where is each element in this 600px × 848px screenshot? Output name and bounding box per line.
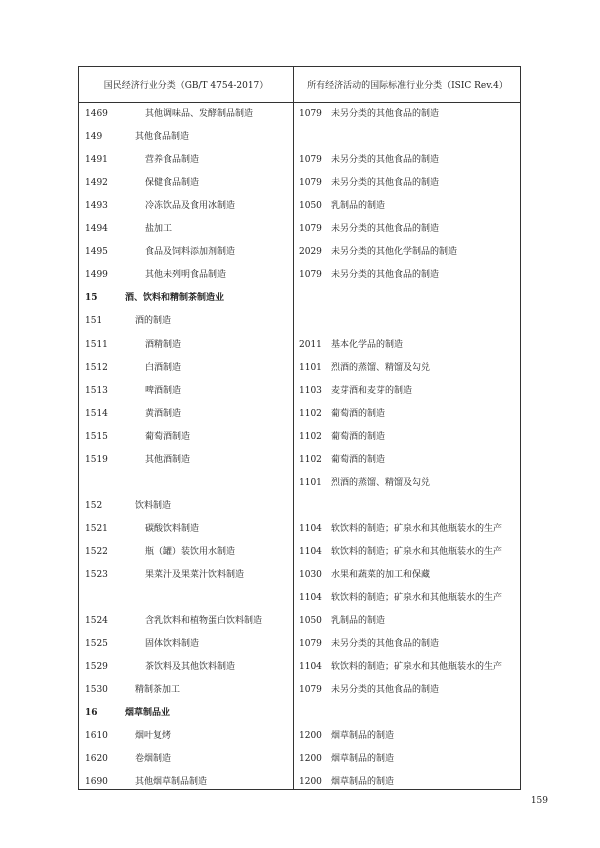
- row-name: 其他调味品、发酵制品制造: [145, 109, 254, 119]
- table-row: [79, 402, 520, 425]
- row-isic-code: 1079: [299, 270, 322, 281]
- row-name: 食品及饲料添加剂制造: [145, 247, 236, 258]
- row-code: 1524: [85, 616, 108, 627]
- row-isic-name: 烈酒的蒸馏、精馏及勾兑: [331, 362, 431, 373]
- table-row: [79, 356, 520, 379]
- row-isic-name: 麦芽酒和麦芽的制造: [331, 385, 413, 396]
- table-row: [79, 379, 520, 402]
- row-code: 1529: [85, 662, 108, 673]
- row-isic-code: 1079: [299, 109, 322, 119]
- row-isic-code: 1050: [299, 616, 322, 627]
- row-code: 1690: [85, 777, 108, 788]
- table-row: [79, 747, 520, 770]
- row-name: 营养食品制造: [145, 155, 200, 166]
- row-isic-name: 软饮料的制造；矿泉水和其他瓶装水的生产: [331, 523, 503, 534]
- table-row: [79, 425, 520, 448]
- row-code: 1522: [85, 546, 108, 557]
- row-isic-name: 未另分类的其他食品的制造: [331, 155, 440, 166]
- table-row: [79, 240, 520, 263]
- row-name: 白酒制造: [145, 362, 182, 373]
- row-name: 精制茶加工: [135, 685, 181, 696]
- table-row: [79, 102, 520, 125]
- row-isic-code: 1079: [299, 178, 322, 189]
- table-row: [79, 333, 520, 356]
- table-row: [79, 701, 520, 724]
- row-name: 固体饮料制造: [145, 639, 200, 650]
- row-code: 1491: [85, 155, 108, 166]
- row-code: 1469: [85, 109, 108, 119]
- row-name: 葡萄酒制造: [145, 431, 191, 442]
- row-isic-code: 1050: [299, 201, 322, 212]
- row-isic-name: 未另分类的其他食品的制造: [331, 270, 440, 281]
- table-row: [79, 263, 520, 286]
- row-code: 1530: [85, 685, 108, 696]
- row-isic-name: 乳制品的制造: [331, 616, 386, 627]
- row-isic-code: 1030: [299, 570, 322, 580]
- row-isic-name: 水果和蔬菜的加工和保藏: [331, 570, 431, 580]
- row-name: 瓶（罐）装饮用水制造: [145, 546, 236, 557]
- row-name: 酒的制造: [135, 316, 172, 327]
- row-isic-name: 软饮料的制造；矿泉水和其他瓶装水的生产: [331, 593, 503, 604]
- row-isic-code: 1102: [299, 408, 322, 419]
- row-isic-name: 乳制品的制造: [331, 201, 386, 212]
- row-name: 酒精制造: [145, 339, 182, 350]
- table-row: [79, 655, 520, 678]
- row-isic-code: 1104: [299, 523, 322, 534]
- row-name: 酒、饮料和精制茶制造业: [125, 293, 225, 304]
- row-code: 1515: [85, 431, 108, 442]
- table-row: [79, 309, 520, 332]
- row-code: 1519: [85, 454, 108, 465]
- page-number: 159: [530, 796, 548, 806]
- row-name: 盐加工: [145, 224, 173, 235]
- row-isic-code: 1079: [299, 155, 322, 166]
- row-isic-code: 1101: [299, 477, 322, 488]
- table-row: [79, 125, 520, 148]
- row-isic-name: 基本化学品的制造: [331, 339, 404, 350]
- header-left: 国民经济行业分类（GB/T 4754-2017）: [103, 81, 269, 91]
- row-isic-code: 1103: [299, 385, 322, 396]
- row-isic-code: 1079: [299, 224, 322, 235]
- table-row: [79, 678, 520, 701]
- table-row: [79, 632, 520, 655]
- table-row: [79, 770, 520, 793]
- row-code: 1514: [85, 408, 108, 419]
- table-row: [79, 148, 520, 171]
- row-isic-name: 未另分类的其他化学制品的制造: [331, 247, 458, 258]
- row-code: 149: [85, 132, 103, 143]
- classification-table: [78, 66, 521, 790]
- row-name: 含乳饮料和植物蛋白饮料制造: [145, 616, 263, 627]
- row-name: 烟叶复烤: [135, 731, 172, 742]
- table-row: [79, 609, 520, 632]
- row-isic-code: 1102: [299, 454, 322, 465]
- table-row: [79, 194, 520, 217]
- table-row: [79, 448, 520, 471]
- header-right: 所有经济活动的国际标准行业分类（ISIC Rev.4）: [307, 81, 508, 91]
- row-code: 1620: [85, 754, 108, 765]
- row-code: 1525: [85, 639, 108, 650]
- row-code: 151: [85, 316, 103, 327]
- table-row: [79, 171, 520, 194]
- row-name: 黄酒制造: [145, 408, 182, 419]
- row-name: 保健食品制造: [145, 178, 200, 189]
- row-isic-name: 烈酒的蒸馏、精馏及勾兑: [331, 477, 431, 488]
- row-isic-name: 烟草制品的制造: [331, 777, 395, 788]
- row-isic-name: 葡萄酒的制造: [331, 431, 386, 442]
- row-isic-code: 2029: [299, 247, 322, 258]
- row-isic-code: 1101: [299, 362, 322, 373]
- row-isic-code: 1079: [299, 639, 322, 650]
- table-row: [79, 217, 520, 240]
- row-code: 1492: [85, 178, 108, 189]
- row-isic-code: 2011: [299, 339, 322, 350]
- table-row: [79, 540, 520, 563]
- row-name: 其他酒制造: [145, 454, 191, 465]
- row-code: 16: [85, 708, 98, 719]
- row-code: 1523: [85, 570, 108, 580]
- row-isic-code: 1102: [299, 431, 322, 442]
- row-isic-name: 未另分类的其他食品的制造: [331, 685, 440, 696]
- row-isic-code: 1200: [299, 731, 322, 742]
- row-code: 1495: [85, 247, 108, 258]
- row-name: 冷冻饮品及食用冰制造: [145, 201, 236, 212]
- row-name: 果菜汁及果菜汁饮料制造: [145, 570, 245, 580]
- table-row: [79, 586, 520, 609]
- table-row: [79, 286, 520, 309]
- row-name: 其他食品制造: [135, 132, 190, 143]
- row-code: 1513: [85, 385, 108, 396]
- row-isic-name: 未另分类的其他食品的制造: [331, 178, 440, 189]
- row-name: 碳酸饮料制造: [145, 523, 200, 534]
- row-name: 其他未列明食品制造: [145, 270, 227, 281]
- row-isic-code: 1104: [299, 546, 322, 557]
- row-isic-code: 1104: [299, 593, 322, 604]
- table-row: [79, 563, 520, 586]
- row-code: 1499: [85, 270, 108, 281]
- row-isic-name: 葡萄酒的制造: [331, 454, 386, 465]
- row-name: 啤酒制造: [145, 385, 182, 396]
- row-isic-code: 1200: [299, 777, 322, 788]
- row-isic-name: 烟草制品的制造: [331, 754, 395, 765]
- row-isic-name: 未另分类的其他食品的制造: [331, 639, 440, 650]
- row-isic-name: 软饮料的制造；矿泉水和其他瓶装水的生产: [331, 662, 503, 673]
- row-name: 其他烟草制品制造: [135, 777, 208, 788]
- row-code: 1511: [85, 339, 108, 350]
- row-name: 卷烟制造: [135, 754, 172, 765]
- row-code: 152: [85, 500, 103, 511]
- row-name: 烟草制品业: [125, 708, 171, 719]
- row-code: 1610: [85, 731, 108, 742]
- row-isic-code: 1079: [299, 685, 322, 696]
- table-row: [79, 517, 520, 540]
- row-code: 1512: [85, 362, 108, 373]
- table-row: [79, 471, 520, 494]
- row-name: 饮料制造: [135, 500, 172, 511]
- row-code: 1521: [85, 523, 108, 534]
- row-isic-name: 葡萄酒的制造: [331, 408, 386, 419]
- row-code: 1493: [85, 201, 108, 212]
- row-code: 15: [85, 293, 98, 304]
- row-isic-code: 1200: [299, 754, 322, 765]
- row-isic-name: 未另分类的其他食品的制造: [331, 224, 440, 235]
- row-isic-name: 软饮料的制造；矿泉水和其他瓶装水的生产: [331, 546, 503, 557]
- table-row: [79, 494, 520, 517]
- row-isic-code: 1104: [299, 662, 322, 673]
- row-isic-name: 未另分类的其他食品的制造: [331, 109, 440, 119]
- row-code: 1494: [85, 224, 108, 235]
- row-name: 茶饮料及其他饮料制造: [145, 662, 236, 673]
- row-isic-name: 烟草制品的制造: [331, 731, 395, 742]
- table-row: [79, 724, 520, 747]
